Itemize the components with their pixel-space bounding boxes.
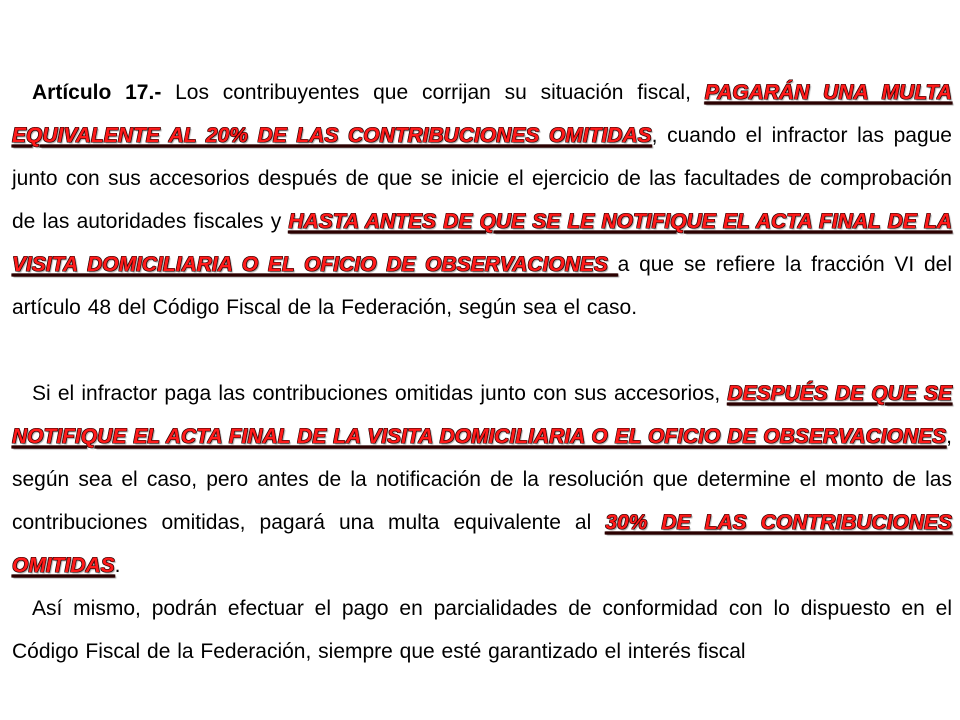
paragraph-text: , según sea el caso, pero antes de la notificación de la resolución que determine el monto de las contribuciones omitidas, pagará una multa equivalente al xyxy=(12,425,952,534)
paragraph-installments xyxy=(12,587,952,673)
paragraph-text: a que se refiere la fracción VI del artículo 48 del Código Fiscal de la Federación, según sea el caso. xyxy=(12,253,952,319)
emphasis-after-notification: DESPUÉS DE QUE SE NOTIFIQUE EL ACTA FINAL DE LA VISITA DOMICILIARIA O EL OFICIO DE OBSERVACIONES xyxy=(12,382,953,448)
paragraph-spacer xyxy=(12,329,952,372)
paragraph-text: Así mismo, podrán efectuar el pago en parcialidades de conformidad con lo dispuesto en el Código Fiscal de la Federación, siempre que esté garantizado el interés fiscal xyxy=(12,597,952,663)
paragraph-text: , cuando el infractor las pague junto con sus accesorios después de que se inicie el ejercicio de las facultades de comprobación de las autoridades fiscales y xyxy=(12,124,952,233)
paragraph-article-17 xyxy=(12,71,952,329)
paragraph-text: Si el infractor paga las contribuciones omitidas junto con sus accesorios, xyxy=(32,382,728,405)
article-label: Artículo 17.- xyxy=(32,81,162,104)
paragraph-text: . xyxy=(114,554,121,577)
paragraph-after-notification xyxy=(12,372,952,587)
paragraph-text: Los contribuyentes que corrijan su situación fiscal, xyxy=(161,81,705,104)
emphasis-before-notification: HASTA ANTES DE QUE SE LE NOTIFIQUE EL ACTA FINAL DE LA VISITA DOMICILIARIA O EL OFICIO DE OBSERVACIONES xyxy=(12,210,952,276)
emphasis-penalty-20-percent: PAGARÁN UNA MULTA EQUIVALENTE AL 20% DE LAS CONTRIBUCIONES OMITIDAS xyxy=(12,81,953,147)
emphasis-penalty-30-percent: 30% DE LAS CONTRIBUCIONES OMITIDAS xyxy=(12,511,953,577)
document-page xyxy=(12,71,952,673)
